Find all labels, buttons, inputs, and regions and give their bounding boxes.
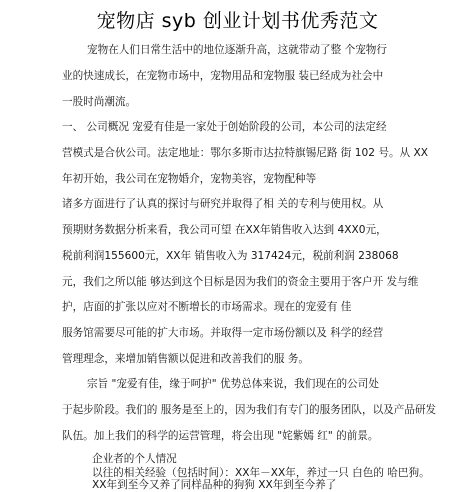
paragraph-line-1: 宠物在人们日常生活中的地位逐渐升高，这就带动了整 个宠物行 <box>87 44 387 56</box>
paragraph-line-13: 管理理念，来增加销售额以促进和改善我们的服 务。 <box>62 353 310 365</box>
paragraph-line-4: 一、 公司概况 宠爱有佳是一家处于创始阶段的公司，本公司的法定经 <box>62 121 387 133</box>
paragraph-line-9: 税前利润155600元，XX年 销售收入为 317424元，税前利润 238068 <box>62 250 399 262</box>
paragraph-line-7: 诸多方面进行了认真的探讨与研究并取得了相 关的专利与使用权。从 <box>62 198 384 210</box>
paragraph-line-15: 于起步阶段。我们的 服务是至上的，因为我们有专门的服务团队，以及产品研发 <box>62 404 437 416</box>
paragraph-line-12: 服务馆需要尽可能的扩大市场。并取得一定市场份额以及 科学的经营 <box>62 327 384 339</box>
paragraph-line-19: XX年到至今又养了同样品种的狗狗 XX年到至今养了 <box>92 479 337 491</box>
paragraph-line-3: 一股时尚潮流。 <box>62 96 137 108</box>
paragraph-line-11: 护，店面的扩张以应对不断增长的市场需求。现在的宠爱有 佳 <box>62 301 352 313</box>
paragraph-line-16: 队伍。加上我们的科学的运营管理，将会出现 "姹紫嫣 红" 的前景。 <box>62 430 379 442</box>
paragraph-line-18: 以往的相关经验（包括时间）：XX年－XX年，养过一只 白色的 哈巴狗。 <box>92 467 430 479</box>
paragraph-line-5: 营模式是合伙公司。法定地址：鄂尔多斯市达拉特旗锡尼路 街 102 号。从 XX <box>62 147 429 159</box>
paragraph-line-6: 年初开始，我公司在宠物婚介，宠物美容，宠物配种等 <box>62 173 317 185</box>
paragraph-line-10: 元，我们之所以能 够达到这个目标是因为我们的资金主要用于客户开 发与维 <box>62 276 419 288</box>
paragraph-line-14: 宗旨 "宠爱有佳，缘于呵护" 优势总体来说，我们现在的公司处 <box>87 378 379 390</box>
paragraph-line-8: 预期财务数据分析来看，我公司可望 在XX年销售收入达到 4XX0元， <box>62 224 387 236</box>
section-heading-entrepreneur: 企业者的个人情况 <box>92 453 177 465</box>
document-title: 宠物店 syb 创业计划书优秀范文 <box>96 10 379 32</box>
paragraph-line-2: 业的快速成长，在宠物市场中，宠物用品和宠物服 装已经成为社会中 <box>62 70 384 82</box>
